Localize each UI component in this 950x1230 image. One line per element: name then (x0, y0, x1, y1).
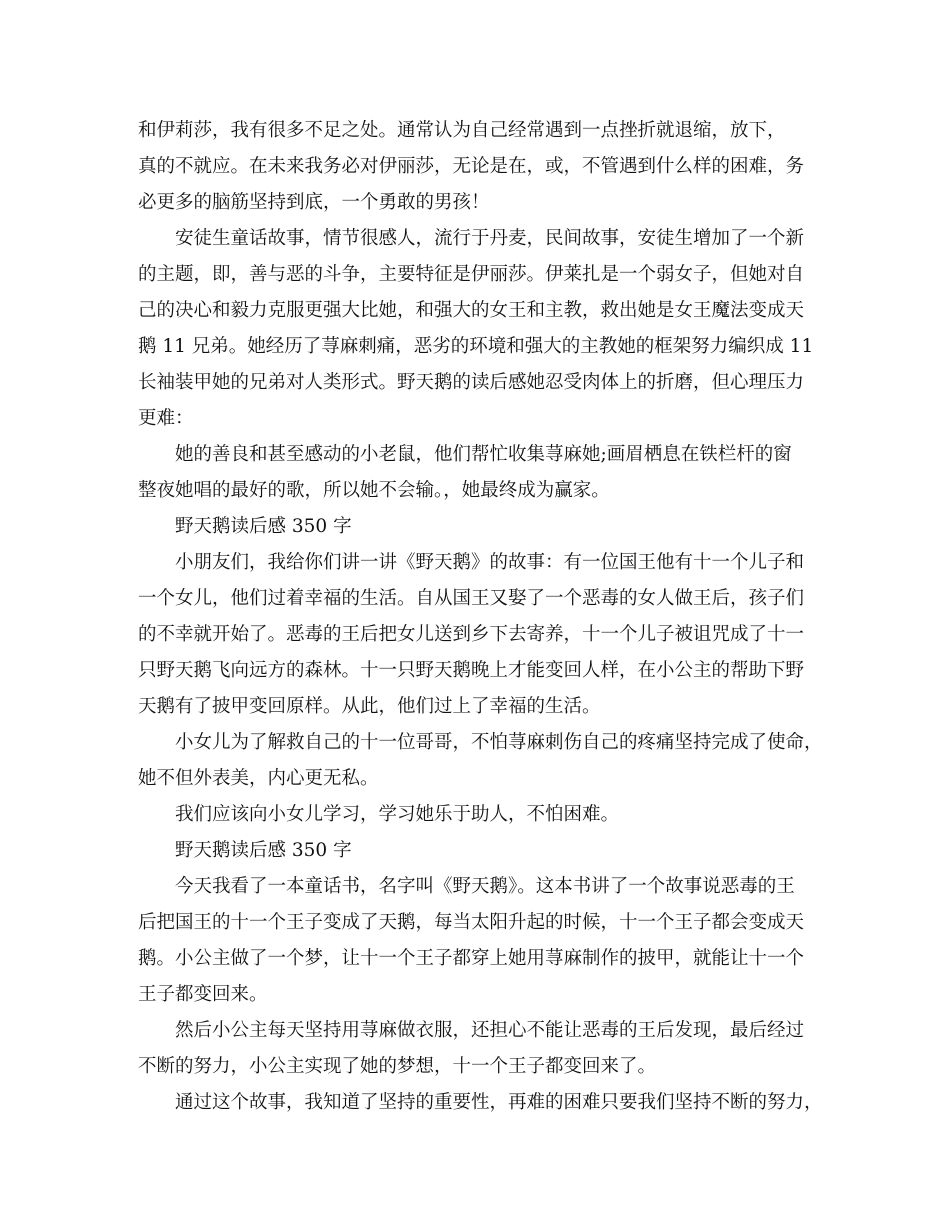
text-line: 的不幸就开始了。恶毒的王后把女儿送到乡下去寄养，十一个儿子被诅咒成了十一 (138, 624, 805, 645)
text-line: 只野天鹅飞向远方的森林。十一只野天鹅晚上才能变回人样，在小公主的帮助下野 (138, 660, 805, 681)
paragraph-start: 然后小公主每天坚持用荨麻做衣服，还担心不能让恶毒的王后发现，最后经过 (175, 1020, 805, 1041)
paragraph-start: 今天我看了一本童话书，名字叫《野天鹅》。这本书讲了一个故事说恶毒的王 (175, 876, 795, 897)
text-line: 己的决心和毅力克服更强大比她，和强大的女王和主教，救出她是女王魔法变成天 (138, 300, 805, 321)
text-line: 她不但外表美，内心更无私。 (138, 768, 379, 789)
paragraph-start: 我们应该向小女儿学习，学习她乐于助人，不怕困难。 (175, 804, 620, 825)
text-line: 天鹅有了披甲变回原样。从此，他们过上了幸福的生活。 (138, 696, 601, 717)
section-heading: 野天鹅读后感 350 字 (175, 840, 352, 861)
paragraph-start: 她的善良和甚至感动的小老鼠，他们帮忙收集荨麻她;画眉栖息在铁栏杆的窗 (175, 444, 792, 465)
text-line: 更难： (138, 408, 194, 429)
text-line: 真的不就应。在未来我务必对伊丽莎，无论是在，或，不管遇到什么样的困难，务 (138, 156, 805, 177)
text-line: 一个女儿，他们过着幸福的生活。自从国王又娶了一个恶毒的女人做王后，孩子们 (138, 588, 805, 609)
section-heading: 野天鹅读后感 350 字 (175, 516, 352, 537)
text-line: 整夜她唱的最好的歌，所以她不会输。，她最终成为赢家。 (138, 480, 610, 501)
text-line: 后把国王的十一个王子变成了天鹅，每当太阳升起的时候，十一个王子都会变成天 (138, 912, 805, 933)
text-line: 鹅。小公主做了一个梦，让十一个王子都穿上她用荨麻制作的披甲，就能让十一个 (138, 948, 805, 969)
paragraph-start: 安徒生童话故事，情节很感人，流行于丹麦，民间故事，安徒生增加了一个新 (175, 228, 805, 249)
text-line: 和伊莉莎，我有很多不足之处。通常认为自己经常遇到一点挫折就退缩，放下， (138, 120, 786, 141)
paragraph-start: 通过这个故事，我知道了坚持的重要性，再难的困难只要我们坚持不断的努力， (175, 1092, 823, 1113)
text-line: 长袖装甲她的兄弟对人类形式。野天鹅的读后感她忍受肉体上的折磨，但心理压力 (138, 372, 805, 393)
text-line: 不断的努力，小公主实现了她的梦想，十一个王子都变回来了。 (138, 1056, 657, 1077)
text-line: 鹅 11 兄弟。她经历了荨麻刺痛，恶劣的环境和强大的主教她的框架努力编织成 11 (138, 336, 814, 357)
paragraph-start: 小女儿为了解救自己的十一位哥哥，不怕荨麻刺伤自己的疼痛坚持完成了使命， (175, 732, 823, 753)
text-line: 王子都变回来。 (138, 984, 268, 1005)
text-line: 必更多的脑筋坚持到底，一个勇敢的男孩！ (138, 192, 490, 213)
paragraph-start: 小朋友们，我给你们讲一讲《野天鹅》的故事：有一位国王他有十一个儿子和 (175, 552, 805, 573)
text-line: 的主题，即，善与恶的斗争，主要特征是伊丽莎。伊莱扎是一个弱女子，但她对自 (138, 264, 805, 285)
